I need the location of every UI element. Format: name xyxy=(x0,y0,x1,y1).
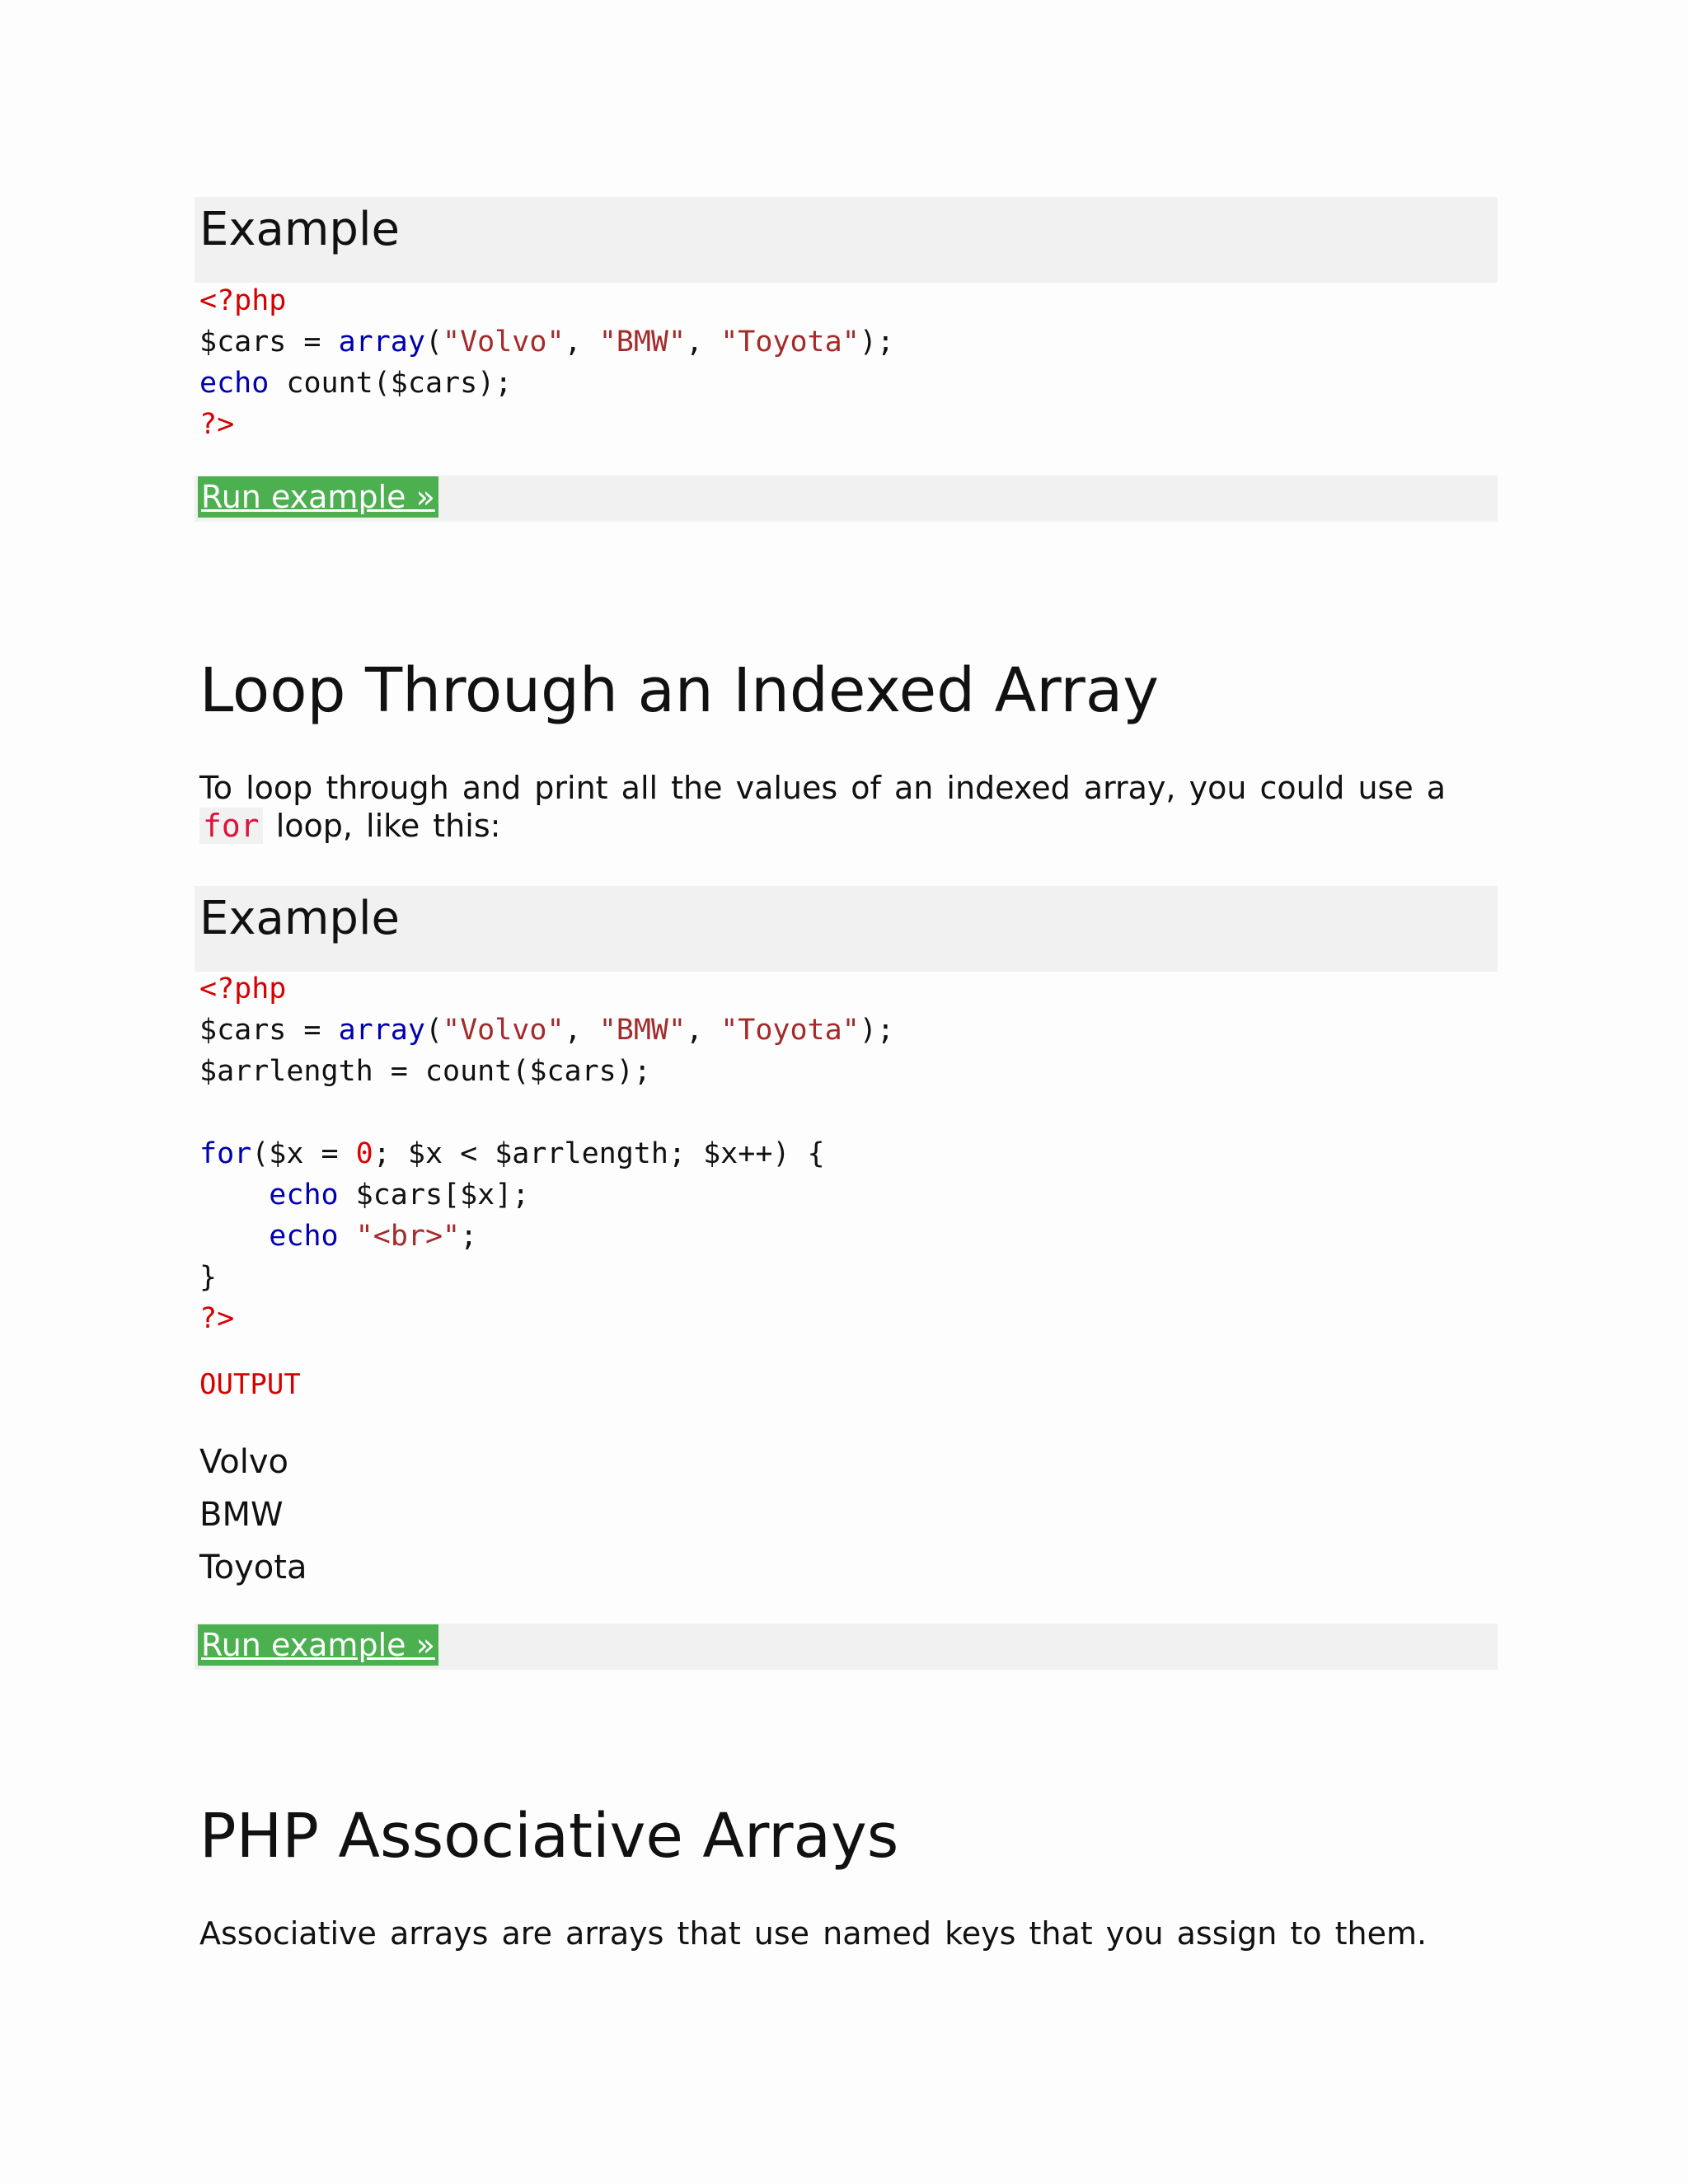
code-token: ( xyxy=(424,326,443,359)
code-token: $arrlength = count($cars); xyxy=(199,1055,651,1088)
code-token: ; xyxy=(460,1220,478,1253)
section-heading: PHP Associative Arrays xyxy=(199,1801,899,1872)
section-paragraph: Associative arrays are arrays that use named keys that you assign to them. xyxy=(199,1915,1428,1952)
code-token: "Volvo" xyxy=(443,326,565,359)
code-token: ( xyxy=(424,1014,443,1047)
code-token: for xyxy=(199,1137,252,1170)
code-token xyxy=(199,1220,269,1253)
example-title: Example xyxy=(199,203,400,256)
code-token: 0 xyxy=(355,1137,373,1170)
example-title: Example xyxy=(199,892,400,945)
code-block xyxy=(199,968,894,1339)
code-token: ); xyxy=(859,326,894,359)
code-line xyxy=(199,363,894,404)
output-item: Volvo xyxy=(199,1443,288,1481)
code-line xyxy=(199,321,894,363)
code-token: ); xyxy=(859,1014,894,1047)
code-token: , xyxy=(564,326,599,359)
code-token: count($cars); xyxy=(269,367,513,400)
code-token: <?php xyxy=(199,972,287,1005)
code-line xyxy=(199,280,894,321)
code-line xyxy=(199,1298,894,1339)
code-token: <?php xyxy=(199,284,287,317)
code-line xyxy=(199,1010,894,1051)
run-example-button[interactable]: Run example » xyxy=(198,476,438,518)
code-token: echo xyxy=(199,367,270,400)
code-line xyxy=(199,1051,894,1092)
code-token: ($x = xyxy=(251,1137,356,1170)
code-token: "Volvo" xyxy=(443,1014,565,1047)
section-paragraph xyxy=(199,769,1485,845)
code-token: ?> xyxy=(199,1302,235,1335)
code-token: echo xyxy=(269,1220,339,1253)
code-line xyxy=(199,1174,894,1216)
code-token: ; $x < $arrlength; $x++) { xyxy=(373,1137,825,1170)
code-token: array xyxy=(338,326,425,359)
code-block xyxy=(199,280,894,445)
code-token: "Toyota" xyxy=(720,1014,860,1047)
code-token xyxy=(339,1220,356,1253)
code-token xyxy=(199,1179,269,1212)
code-line xyxy=(199,404,894,445)
run-example-button[interactable]: Run example » xyxy=(198,1624,438,1666)
code-token: ?> xyxy=(199,408,235,441)
code-token: "<br>" xyxy=(355,1220,461,1253)
code-token: "Toyota" xyxy=(720,326,860,359)
code-line xyxy=(199,1216,894,1257)
paragraph-text: loop, like this: xyxy=(262,808,501,844)
code-line xyxy=(199,1133,894,1174)
code-token: $cars[$x]; xyxy=(338,1179,530,1212)
output-list xyxy=(199,1436,307,1594)
code-line xyxy=(199,1092,894,1133)
output-label: OUTPUT xyxy=(199,1368,301,1401)
code-token: , xyxy=(686,1014,721,1047)
paragraph-text: To loop through and print all the values of an indexed array, you could use a xyxy=(199,770,1447,806)
code-token: } xyxy=(199,1261,218,1294)
code-line xyxy=(199,1257,894,1298)
code-token: , xyxy=(686,326,721,359)
code-token: array xyxy=(338,1014,425,1047)
code-token: , xyxy=(564,1014,599,1047)
code-token: echo xyxy=(269,1179,339,1212)
code-token: "BMW" xyxy=(598,326,687,359)
code-token: "BMW" xyxy=(598,1014,687,1047)
output-item: Toyota xyxy=(199,1549,307,1586)
output-item: BMW xyxy=(199,1496,284,1534)
section-heading: Loop Through an Indexed Array xyxy=(199,655,1159,726)
code-token: $cars = xyxy=(199,326,339,359)
code-line xyxy=(199,968,894,1010)
inline-code: for xyxy=(199,808,263,844)
code-token: $cars = xyxy=(199,1014,339,1047)
